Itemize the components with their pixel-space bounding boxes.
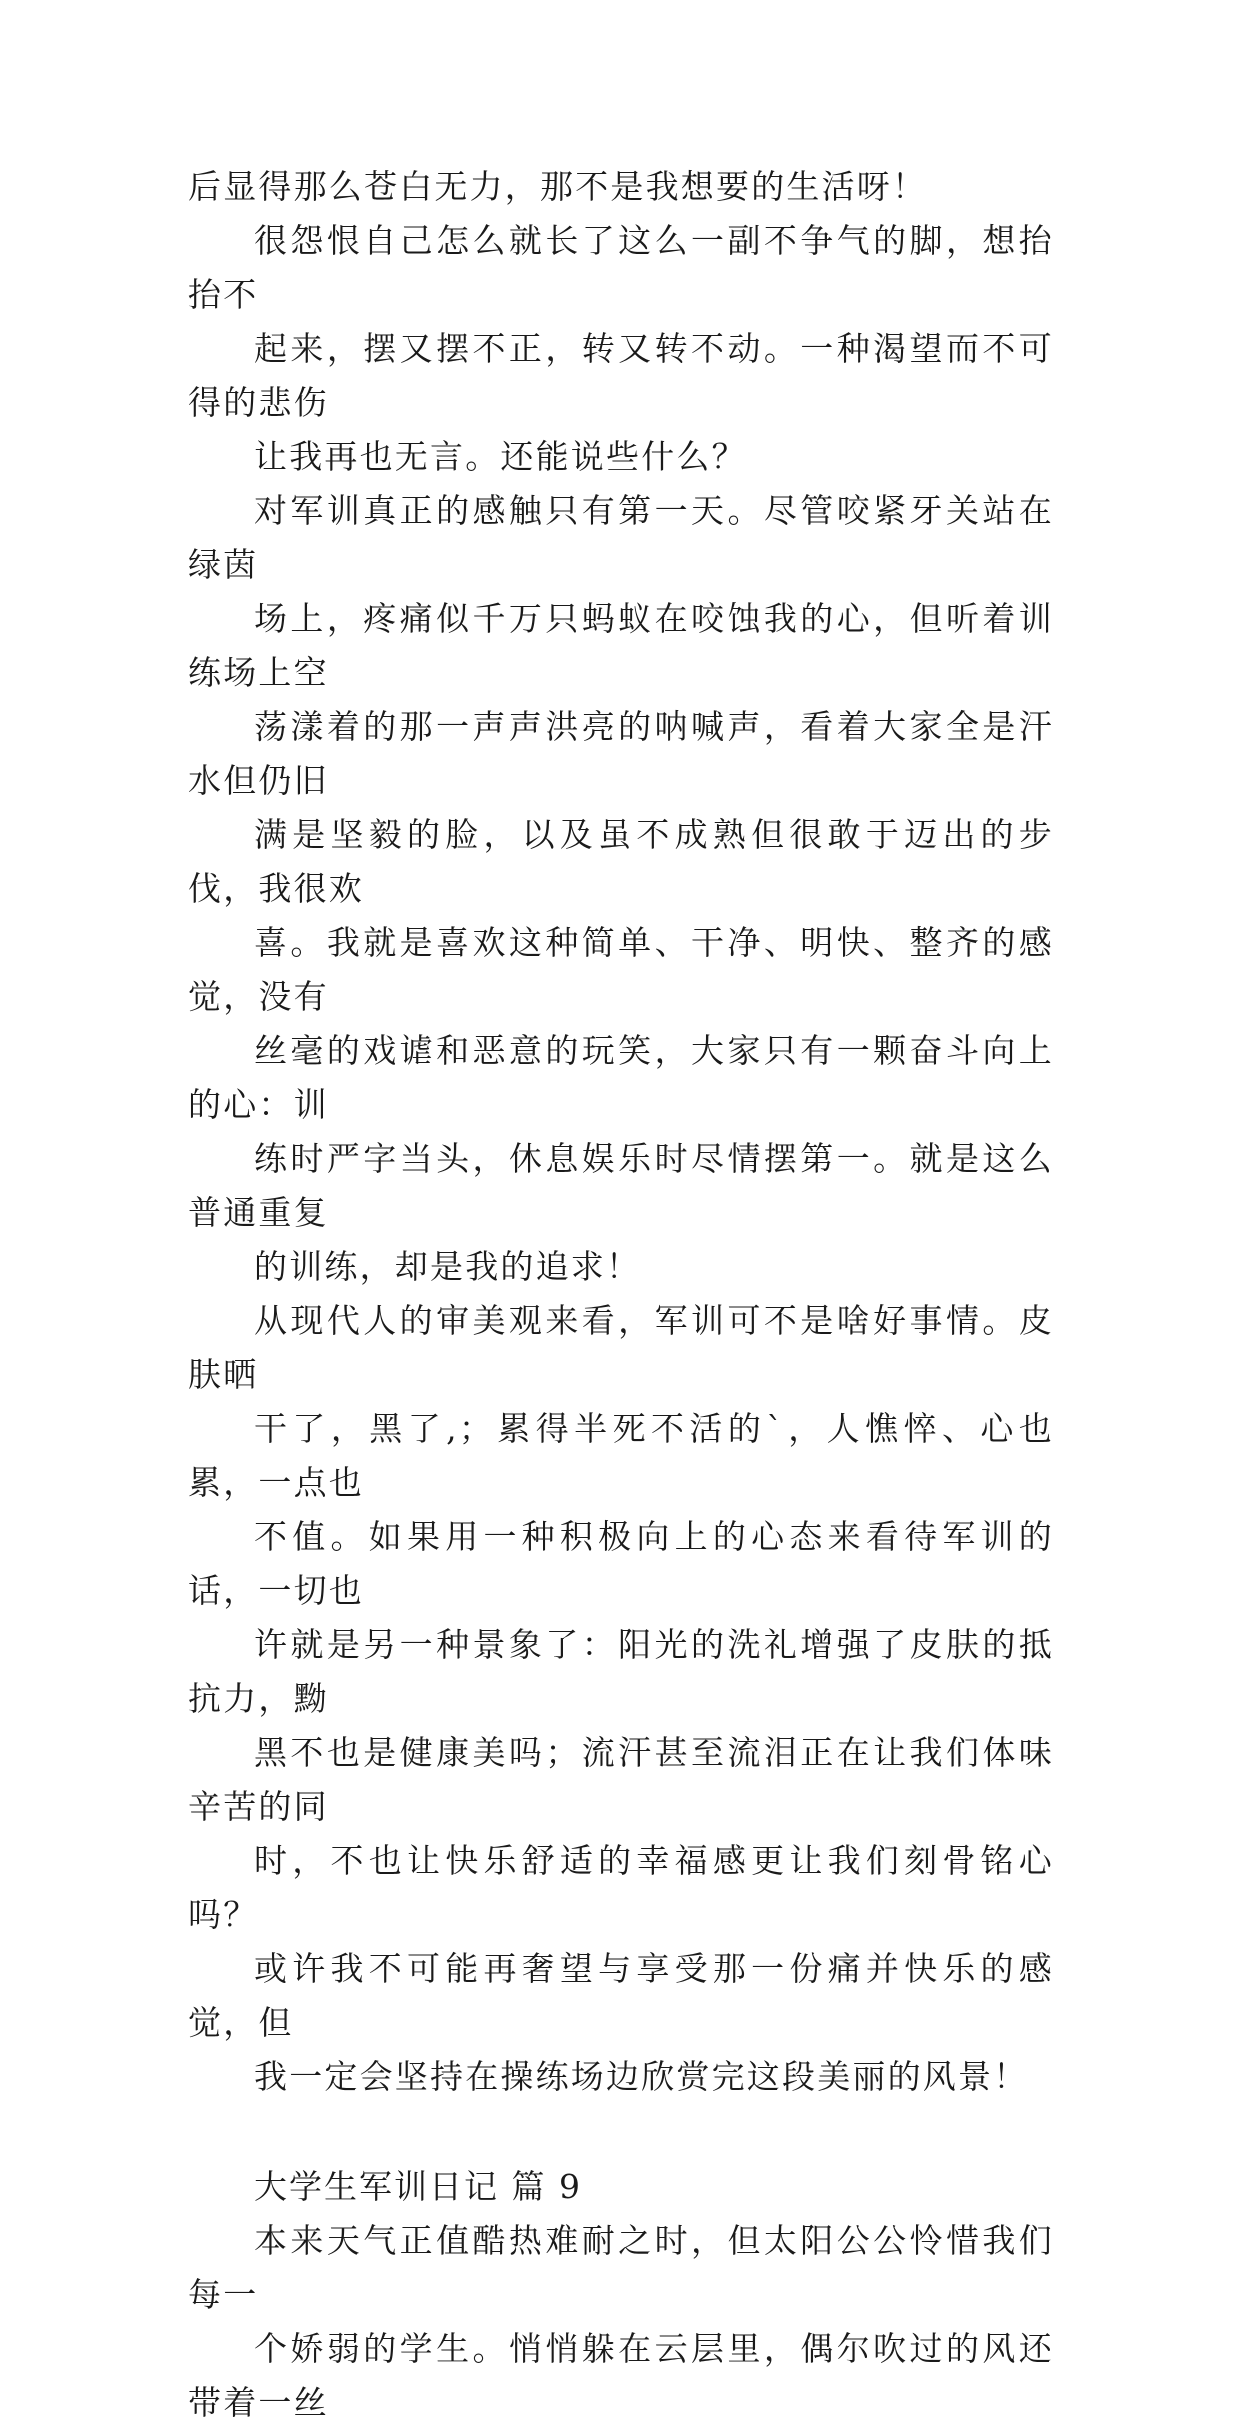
text-line: 许就是另一种景象了：阳光的洗礼增强了皮肤的抵抗力，黝 [188, 1625, 1054, 1718]
text-line: 的训练，却是我的追求！ [254, 1247, 642, 1286]
text-line: 干了，黑了,；累得半死不活的`，人憔悴、心也累，一点也 [188, 1409, 1054, 1502]
paragraph [188, 1942, 1054, 2104]
paragraph [188, 160, 1054, 214]
text-line: 起来，摆又摆不正，转又转不动。一种渴望而不可得的悲伤 [188, 329, 1054, 422]
paragraph-list [188, 160, 1054, 2104]
text-line: 或许我不可能再奢望与享受那一份痛并快乐的感觉，但 [188, 1949, 1054, 2042]
text-line: 个娇弱的学生。悄悄躲在云层里，偶尔吹过的风还带着一丝 [188, 2329, 1054, 2422]
paragraph [188, 484, 1054, 1294]
document-body [188, 160, 1054, 2430]
paragraph [188, 2214, 1054, 2430]
text-line: 满是坚毅的脸，以及虽不成熟但很敢于迈出的步伐，我很欢 [188, 815, 1054, 908]
section-paragraph-list [188, 2214, 1054, 2430]
text-line: 本来天气正值酷热难耐之时，但太阳公公怜惜我们每一 [188, 2221, 1054, 2314]
text-line: 让我再也无言。还能说些什么？ [254, 437, 747, 476]
text-line: 黑不也是健康美吗；流汗甚至流泪正在让我们体味辛苦的同 [188, 1733, 1054, 1826]
text-line: 很怨恨自己怎么就长了这么一副不争气的脚，想抬抬不 [188, 221, 1054, 314]
text-line: 练时严字当头，休息娱乐时尽情摆第一。就是这么普通重复 [188, 1139, 1054, 1232]
text-line: 荡漾着的那一声声洪亮的呐喊声，看着大家全是汗水但仍旧 [188, 707, 1054, 800]
text-line: 丝毫的戏谑和恶意的玩笑，大家只有一颗奋斗向上的心：训 [188, 1031, 1054, 1124]
paragraph [188, 1294, 1054, 1942]
section-heading: 大学生军训日记 篇 9 [254, 2167, 582, 2206]
text-line: 时，不也让快乐舒适的幸福感更让我们刻骨铭心吗？ [188, 1841, 1054, 1934]
text-line: 场上，疼痛似千万只蚂蚁在咬蚀我的心，但听着训练场上空 [188, 599, 1054, 692]
paragraph [188, 214, 1054, 484]
text-line: 喜。我就是喜欢这种简单、干净、明快、整齐的感觉，没有 [188, 923, 1054, 1016]
text-line: 后显得那么苍白无力，那不是我想要的生活呀！ [188, 167, 928, 206]
text-line: 对军训真正的感触只有第一天。尽管咬紧牙关站在绿茵 [188, 491, 1054, 584]
text-line: 不值。如果用一种积极向上的心态来看待军训的话，一切也 [188, 1517, 1054, 1610]
text-line: 从现代人的审美观来看，军训可不是啥好事情。皮肤晒 [188, 1301, 1054, 1394]
text-line: 我一定会坚持在操练场边欣赏完这段美丽的风景！ [254, 2057, 1029, 2096]
